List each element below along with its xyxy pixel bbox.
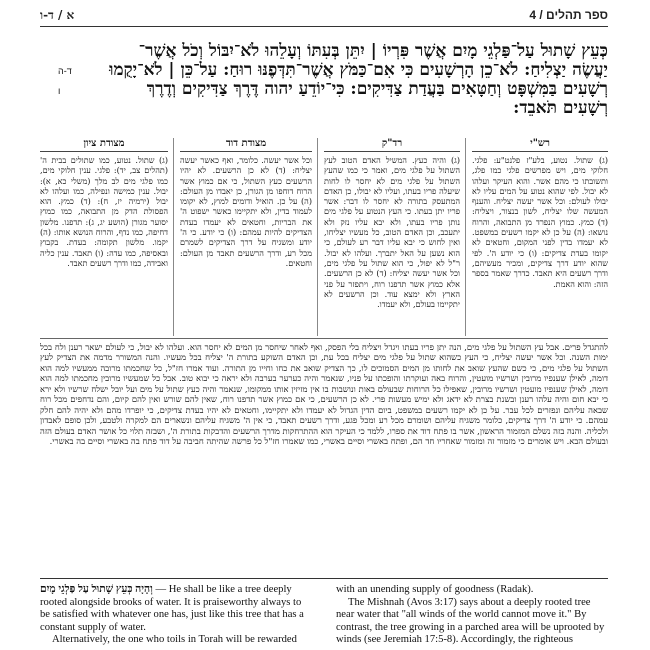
column-divider bbox=[465, 138, 466, 336]
header-rule bbox=[40, 26, 608, 27]
verse-line: יַעֲשֶׂה יַצְלִיחַ: לֹא־כֵן הָרְשָׁעִים כִּי אִם־כַּמֹּץ אֲשֶׁר־תִּדְּפֶנּוּ רוּחַ: עַל־כֵּן | לֹא־יָקֻמוּ bbox=[109, 60, 608, 80]
verse-line: רְשָׁעִים בַּמִּשְׁפָּט וְחַטָּאִים בַּעֲדַת צַדִּיקִים: כִּי־יוֹדֵעַ יהוה דֶּרֶךְ צַדִּיקִים וְדֶרֶךְ bbox=[146, 79, 608, 99]
column-body: וכל אשר יעשה. כלומר, ואף כאשר יעשה יצליח: (ד) לא כן הרשעים. לא יהיו הרשעים כעץ השתול, כי אם כמוץ אשר הרוח דוחפו מן הגורן, כן יאבדו מן העולם: (ה) על כן. הואיל ודומים למוץ, לא יקומו לעמוד בדין, ולא יתקיימו כאשר ישפוט ה' את הבריות, וחטאים לא יעמדו בעדת הצדיקים להיות עמהם: (ו) כי יודע. כי ה' יודע ומשגיח על דרך הצדיקים לשמרם מכל רע, ודרך הרשעים תאבד מן העולם: וחטאים. bbox=[180, 155, 312, 268]
column-title: רד"ק bbox=[324, 138, 460, 152]
english-column-right bbox=[336, 584, 608, 646]
running-header bbox=[40, 8, 608, 28]
english-column-left bbox=[40, 584, 312, 646]
column-title: רש"י bbox=[472, 138, 608, 152]
column-body: (ג) והיה כעץ. המשיל האדם הטוב לעץ השתול על פלגי מים, ואמר כי כמו שהעץ השתול על פלגי מים לא יחסר לו לחות שיעלה פריו בעתו, ועליו לא יבולו, כן האדם המתעסק בתורה לא יחסר לו דבר: אשר פריו יתן בעתו. כי העץ הנטוע על פלגי מים נותן פריו בעתו, ולא יבא עליו נזק ולא יתעכב, וכן האדם הטוב, כל מעשיו יצליחו, ואין לחוש כי יבא עליו דבר רע לעולם, כי הוא נשען על האל יתברך. ועלהו לא יבול. ר"ל לא יפול, כי הוא שתול על פלגי מים, וכל אשר יעשה יצליח: (ד) לא כן הרשעים. אלא כמוץ אשר תדפנו רוח, ויתפזר על פני הארץ ולא ימצא עוד. וכן הרשעים לא יתקיימו בעולם, ולא יעמדו. bbox=[324, 155, 460, 310]
english-paragraph: with an unending supply of goodness (Radak). bbox=[336, 584, 534, 595]
hebrew-lemma: וְהָיָה כְּעֵץ שָׁתוּל עַל פַּלְגֵי מָיִם bbox=[40, 584, 153, 595]
column-title: מצודת ציון bbox=[40, 138, 168, 152]
column-metzudas-tzion bbox=[40, 138, 168, 336]
commentary-columns bbox=[40, 138, 608, 336]
column-body: (ג) שתול. נטוע, כמו שתולים בבית ה' (תהלים צב, יד): פלגי. ענין חלוקי מים, כמו פלגי מים לב מלך (משלי כא, א): יבול. ענין כמישה ונפילה, כמו ועלהו לא יבול (ירמיה יז, ח): (ד) כמץ. הוא הפסולת הדק מן התבואה, כמו כמוץ יסוער מגורן (הושע יג, ג): תדפנו. מלשון דחיפה, כמו נדף, והרוח הנושא אותו: (ה) יקמו. מלשון תקומה: בעדת. בקבוץ ובאסיפה, כמו עדה: (ו) תאבד. ענין כליה ואבידה, כמו ודרך רשעים תאבד. bbox=[40, 155, 168, 268]
column-body: (ג) שתול. נטוע, בלע"ז פלנט"ע: פלגי. חלוקי מים, ויש מפרשים פלגי כמו פלג, ותשובתו כי מהם אשר. והוא העיקר ועלהו לא יבול. לפי שהוא נטוע על המים עליו לא יבולו לעולם: וכל אשר יעשה יצליח. והענף המעשה שלו יצליח, לשון בנצור, ויצליח: (ד) כמץ. כמוץ הנפרד מן התבואה, והרוח נושאו: (ה) על כן לא יקמו רשעים במשפט. לא יעמדו בדין לפני המקום, וחטאים לא יקומו בעדת צדיקים: (ו) כי יודע ה'. לפי שהוא יודע דרך צדיקים, ומכיר מעשיהם, ודרך רשעים היא תאבד. כדרך שאמר בספר הזה: והוא האמת. bbox=[472, 155, 608, 289]
verse-marker: ו bbox=[58, 86, 61, 96]
column-rashi bbox=[472, 138, 608, 336]
english-paragraph: The Mishnah (Avos 3:17) says about a deeply rooted tree near water that "all winds of the world cannot move it." By contrast, the tree growing in a parched area will be uprooted by winds (see Jeremiah 17:5-8). Accordingly, the righteous bbox=[336, 596, 605, 646]
english-paragraph: Alternatively, the one who toils in Torah will be rewarded bbox=[52, 634, 297, 646]
commentary-text: להתגדל פרים. אבל עץ השתול על פלגי מים, הנה יתן פריו בעתו ויגדל ויצליח בלי הפסק, ואף לאחר שיחסר מן המים לא יחסר הוא. ועלהו לא יבול, כי לעולם ישאר רענן ולח בכל ימות השנה. וכל אשר יעשה יצליח, כי העץ כשהוא שתול על פלגי מים יצליח בכל עת, וכן האדם השוקע בתורת ה' יצליח בכל מעשיו. והנה המשורר מדמה את הצדיק לעץ השתול על פלגי מים, כי כשם שהעץ שואב את לחותו מן המים הסמוכים לו, כך הצדיק שואב את כחו וחייו מן התורה. ועוד אמרו חז"ל, כל שחכמתו מרובה ממעשיו למה הוא דומה, לאילן שענפיו מרובין ושרשיו מועטין, והרוח באה ועוקרתו והופכתו על פניו, שנאמר והיה כערער בערבה ולא יראה כי יבוא טוב. אבל כל שמעשיו מרובין מחכמתו למה הוא דומה, לאילן שענפיו מועטין ושרשיו מרובין, שאפילו כל הרוחות שבעולם באות ונושבות בו אין מזיזין אותו ממקומו, שנאמר והיה כעץ שתול על מים ועל יובל ישלח שרשיו ולא ירא כי יבא חום והיה עלהו רענן ובשנת בצרת לא ידאג ולא ימיש מעשות פרי. לא כן הרשעים, כי אם כמוץ אשר תדפנו רוח, שאין להם שורש ואין להם קיום, והם נדחפים מכל רוח שבאה עליהם ונפזרים לכל עבר. על כן לא יקמו רשעים במשפט, ביום הדין הגדול לא יעמדו ולא יתקיימו, וחטאים לא יהיו בעדת צדיקים, כי יופרדו מהם ולא יהיה להם חלק עמהם. כי יודע ה' דרך צדיקים, כלומר משגיח עליהם ושומרם מכל רע ומכל פגע, ודרך רשעים תאבד, כי אין ה' משגיח עליהם ונשארים הם למקרה ולטבע, ולכן סופם לאבדון ולכליה. והנה בזה נשלם המזמור הראשון, אשר בו פתח דוד את ספרו, ללמד כי העיקר הוא ההתרחקות מדרך הרשעים והדבקות בתורת ה', ושבזה תלוי כל אושר האדם בעולם הזה ובעולם הבא. ויש אומרים כי מזמור זה ומזמור שאחריו חד הם, ופתח באשרי וסיים באשרי, כמו שאמרו חז"ל כל פרשה שהיתה חביבה על דוד פתח בה באשרי וסיים בה באשרי. bbox=[40, 338, 608, 575]
verse-line: רְשָׁעִים תֹּאבֵד: bbox=[513, 98, 608, 118]
english-paragraph: — He shall be like a tree deeply rooted alongside brooks of water. It is praiseworthy always to be satisfied with whatever one has, just like this tree that has a constant supply of water. bbox=[40, 584, 304, 633]
english-rule bbox=[40, 578, 608, 579]
verse-text bbox=[40, 42, 608, 124]
column-metzudas-david bbox=[180, 138, 312, 336]
verse-line: כְּעֵץ שָׁתוּל עַל־פַּלְגֵי מָיִם אֲשֶׁר פִּרְיוֹ | יִתֵּן בְּעִתּוֹ וְעָלֵהוּ לֹא־יִבּוֹל וְכֹל אֲשֶׁר־ bbox=[138, 42, 608, 61]
column-divider bbox=[317, 138, 318, 336]
column-radak bbox=[324, 138, 460, 336]
column-title: מצודת דוד bbox=[180, 138, 312, 152]
page-number: 4 / ספר תהלים bbox=[529, 8, 608, 22]
chapter-reference: א / ד-ו bbox=[40, 8, 75, 22]
column-divider bbox=[173, 138, 174, 336]
verse-marker: ד-ה bbox=[58, 66, 72, 76]
